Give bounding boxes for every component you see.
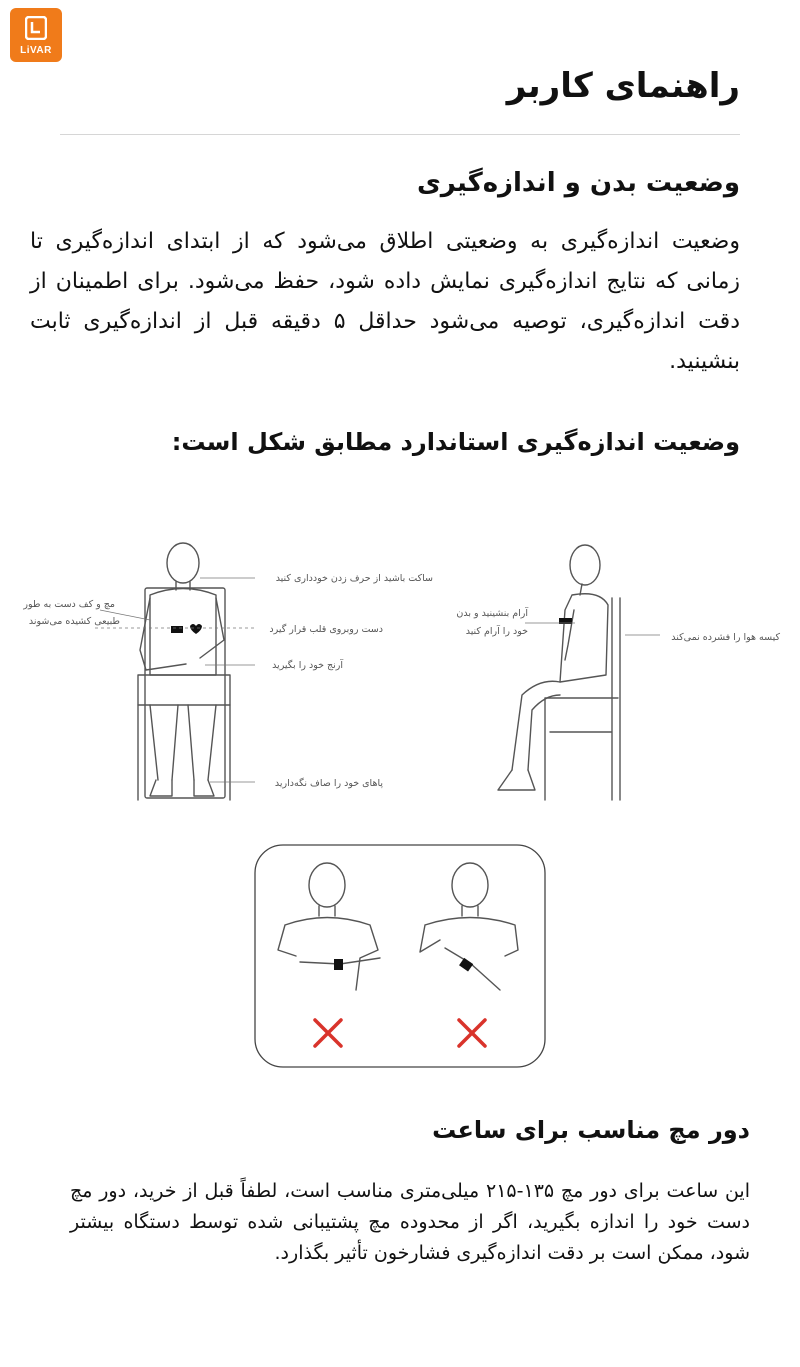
logo-text: LiVAR: [20, 45, 52, 56]
heart-icon: [190, 624, 202, 634]
label-heart-level: دست روبروی قلب قرار گیرد: [269, 624, 383, 635]
label-elbow: آرنج خود را بگیرید: [272, 660, 343, 671]
livar-logo-mark-icon: [25, 16, 47, 40]
section-body-wrist-size: این ساعت برای دور مچ ۱۳۵-۲۱۵ میلی‌متری مناسب است، لطفاً قبل از خرید، دور مچ دست خود را اندازه بگیرید، اگر از محدوده مچ پشتیبانی شده توسط دستگاه بیشتر شود، ممکن است بر دقت اندازه‌گیری فشارخون تأثیر بگذارد.: [70, 1180, 750, 1264]
label-wrist-palm-2: طبیعی کشیده می‌شوند: [28, 616, 120, 627]
page-title: راهنمای کاربر: [506, 66, 740, 106]
label-relax-1: آرام بنشینید و بدن: [456, 608, 528, 619]
front-watch-icon: [171, 626, 183, 633]
section-title-wrist-size: دور مچ مناسب برای ساعت: [432, 1116, 750, 1144]
label-airbag: کیسه هوا را فشرده نمی‌کند: [671, 632, 780, 643]
measurement-posture-illustration: [0, 470, 800, 1090]
section-title-posture: وضعیت بدن و اندازه‌گیری: [416, 168, 740, 198]
section-body-posture: وضعیت اندازه‌گیری به وضعیتی اطلاق می‌شود که از ابتدای اندازه‌گیری تا زمانی که نتایج اندازه‌گیری نمایش داده شود، حفظ می‌شود. برای اطمینان از دقت اندازه‌گیری، توصیه می‌شود حداقل ۵ دقیقه قبل از اندازه‌گیری ثابت بنشینید.: [30, 229, 740, 374]
title-divider: [60, 134, 740, 135]
wrong-mark-2-icon: [459, 1020, 485, 1046]
wrong-posture-figure-1: [278, 863, 380, 990]
side-sitting-figure: [498, 545, 620, 800]
label-feet: پاهای خود را صاف نگه‌دارید: [274, 778, 383, 789]
wrong-mark-1-icon: [315, 1020, 341, 1046]
wrong-watch-icon-1: [334, 959, 343, 970]
label-quiet: ساکت باشید از حرف زدن خودداری کنید: [275, 573, 433, 584]
wrong-posture-figure-2: [420, 863, 518, 990]
wrong-watch-icon-2: [459, 958, 473, 972]
livar-logo: [10, 8, 62, 62]
wrong-postures-box: [255, 845, 545, 1067]
front-sitting-figure: [138, 543, 230, 800]
label-relax-2: خود را آرام کنید: [465, 626, 528, 637]
section-title-standard-posture: وضعیت اندازه‌گیری استاندارد مطابق شکل است:: [171, 428, 740, 456]
label-wrist-palm-1: مچ و کف دست به طور: [23, 599, 115, 610]
